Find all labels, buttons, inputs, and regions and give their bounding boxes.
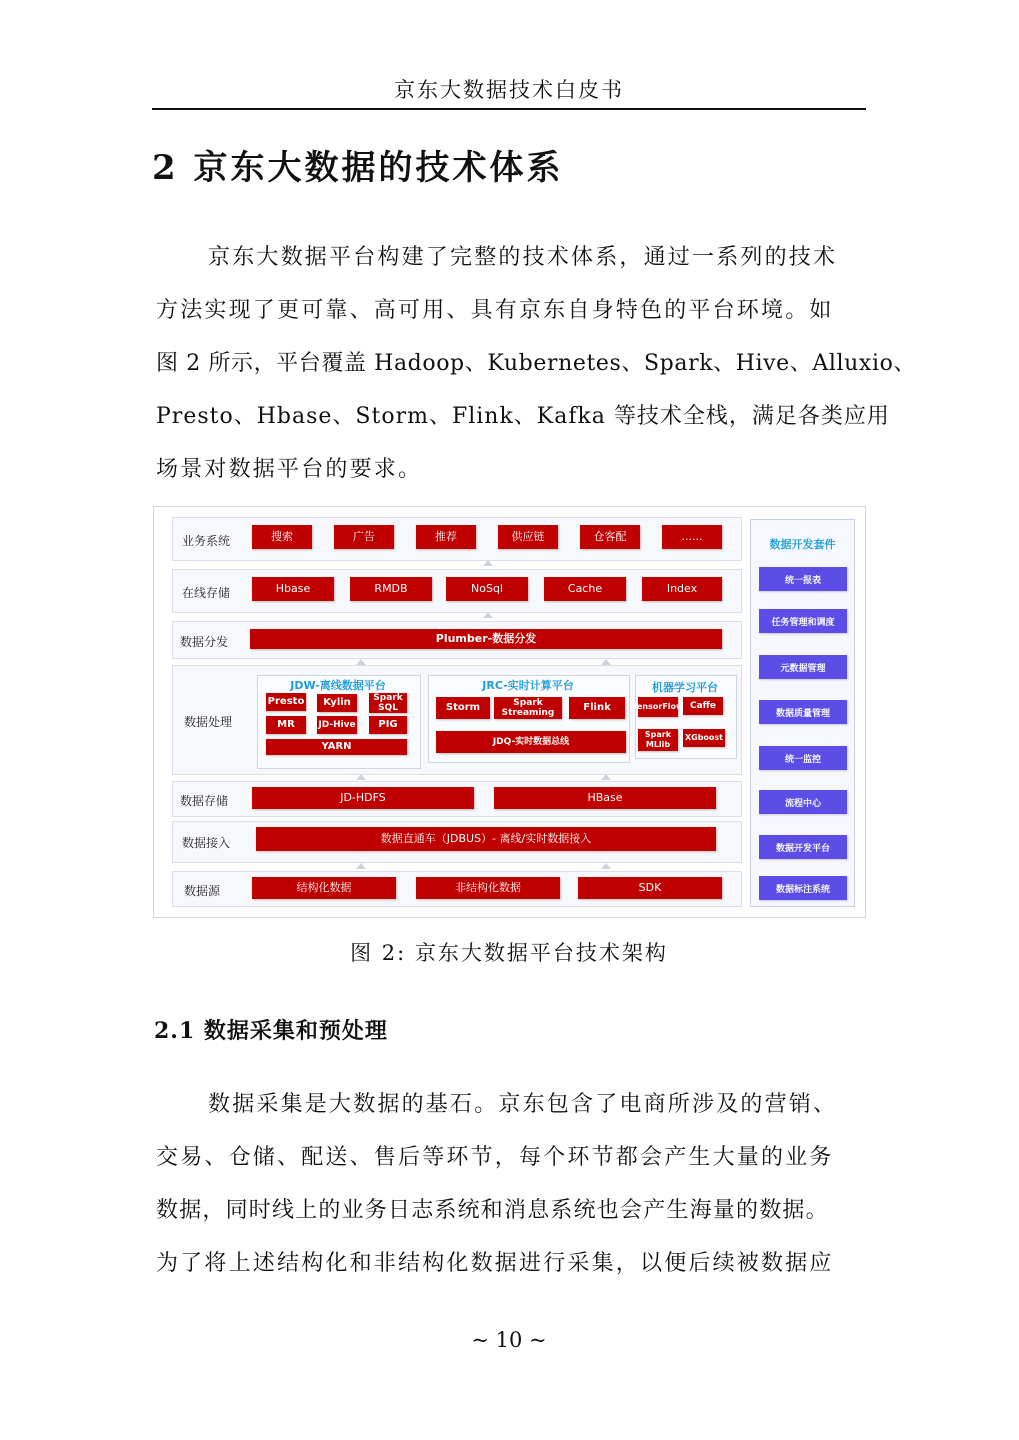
section-heading: 2 京东大数据的技术体系: [152, 148, 564, 188]
jrc-jdq: JDQ-实时数据总线: [436, 731, 626, 753]
body-line-3: 数据，同时线上的业务日志系统和消息系统也会产生海量的数据。: [156, 1198, 829, 1223]
layer-arrow: [601, 863, 611, 869]
storage-nosql: NoSql: [446, 577, 528, 601]
jrc-title: JRC-实时计算平台: [482, 679, 574, 692]
running-header: 京东大数据技术白皮书: [394, 78, 624, 102]
source-structured: 结构化数据: [252, 877, 396, 899]
header-rule: [152, 108, 866, 110]
ml-xgboost: XGboost: [683, 729, 725, 747]
ingestion-label: 数据接入: [182, 836, 231, 850]
ml-spark-mllib: Spark MLlib: [638, 729, 678, 751]
figure-caption: 图 2: 京东大数据平台技术架构: [350, 941, 668, 965]
source-sdk: SDK: [578, 877, 722, 899]
jrc-storm: Storm: [436, 697, 490, 719]
layer-arrow: [483, 560, 493, 566]
hbase-box: HBase: [494, 787, 716, 809]
subsection-heading: 2.1 数据采集和预处理: [154, 1018, 388, 1044]
body-line-2: 交易、仓储、配送、售后等环节，每个环节都会产生大量的业务: [156, 1145, 834, 1170]
ml-tensorflow: TensorFlow: [638, 697, 678, 717]
ml-title: 机器学习平台: [652, 681, 718, 694]
business-recommend: 推荐: [416, 525, 476, 549]
plumber-box: Plumber-数据分发: [250, 629, 722, 649]
dev-suite-title: 数据开发套件: [769, 538, 836, 551]
dev-suite-monitor: 统一监控: [759, 746, 847, 770]
layer-arrow: [483, 612, 493, 618]
jdw-pig: PIG: [369, 716, 407, 734]
architecture-diagram: [153, 506, 866, 918]
ml-caffe: Caffe: [683, 697, 723, 715]
jdw-sparksql: Spark SQL: [369, 693, 407, 713]
dev-suite-quality: 数据质量管理: [759, 700, 847, 724]
business-ads: 广告: [334, 525, 394, 549]
jdw-kylin: Kylin: [317, 694, 357, 712]
storage-rmdb: RMDB: [350, 577, 432, 601]
dev-suite-dev-platform: 数据开发平台: [759, 835, 847, 859]
jd-hdfs-box: JD-HDFS: [252, 787, 474, 809]
dev-suite-labeling: 数据标注系统: [759, 876, 847, 900]
intro-line-5: 场景对数据平台的要求。: [156, 457, 423, 482]
online-storage-label: 在线存储: [182, 586, 231, 600]
page-number: ~ 10 ~: [471, 1328, 547, 1352]
storage-cache: Cache: [544, 577, 626, 601]
intro-line-2: 方法实现了更可靠、高可用、具有京东自身特色的平台环境。如: [156, 298, 834, 323]
intro-line-4: Presto、Hbase、Storm、Flink、Kafka 等技术全栈，满足各类应用: [156, 404, 890, 429]
processing-label: 数据处理: [184, 715, 233, 729]
business-more: ......: [662, 525, 722, 549]
layer-arrow: [356, 863, 366, 869]
body-line-1: 数据采集是大数据的基石。京东包含了电商所涉及的营销、: [208, 1092, 838, 1117]
business-layer-label: 业务系统: [182, 534, 231, 548]
distribution-label: 数据分发: [180, 635, 229, 649]
jdw-yarn: YARN: [266, 739, 407, 755]
storage-index: Index: [642, 577, 722, 601]
jdw-mr: MR: [266, 716, 306, 734]
storage-layer-label: 数据存储: [180, 794, 229, 808]
source-label: 数据源: [184, 884, 221, 898]
dev-suite-workflow: 流程中心: [759, 790, 847, 814]
source-unstructured: 非结构化数据: [416, 877, 560, 899]
intro-line-1: 京东大数据平台构建了完整的技术体系，通过一系列的技术: [208, 245, 838, 270]
jrc-spark-streaming: Spark Streaming: [494, 697, 562, 719]
business-search: 搜索: [252, 525, 312, 549]
jdw-title: JDW-离线数据平台: [290, 679, 386, 692]
layer-arrow: [356, 774, 366, 780]
jdw-jdhive: JD-Hive: [317, 716, 357, 734]
business-warehouse: 仓客配: [580, 525, 640, 549]
dev-suite-scheduling: 任务管理和调度: [759, 609, 847, 633]
layer-arrow: [601, 774, 611, 780]
dev-suite-panel: [750, 519, 855, 907]
storage-hbase: Hbase: [252, 577, 334, 601]
jrc-flink: Flink: [569, 697, 625, 719]
intro-line-3: 图 2 所示，平台覆盖 Hadoop、Kubernetes、Spark、Hive、Alluxio、: [156, 351, 917, 376]
dev-suite-metadata: 元数据管理: [759, 655, 847, 679]
jdbus-box: 数据直通车（JDBUS）- 离线/实时数据接入: [256, 827, 716, 851]
jdw-presto: Presto: [266, 693, 306, 711]
dev-suite-report: 统一报表: [759, 567, 847, 591]
business-supply-chain: 供应链: [498, 525, 558, 549]
body-line-4: 为了将上述结构化和非结构化数据进行采集，以便后续被数据应: [156, 1251, 834, 1276]
